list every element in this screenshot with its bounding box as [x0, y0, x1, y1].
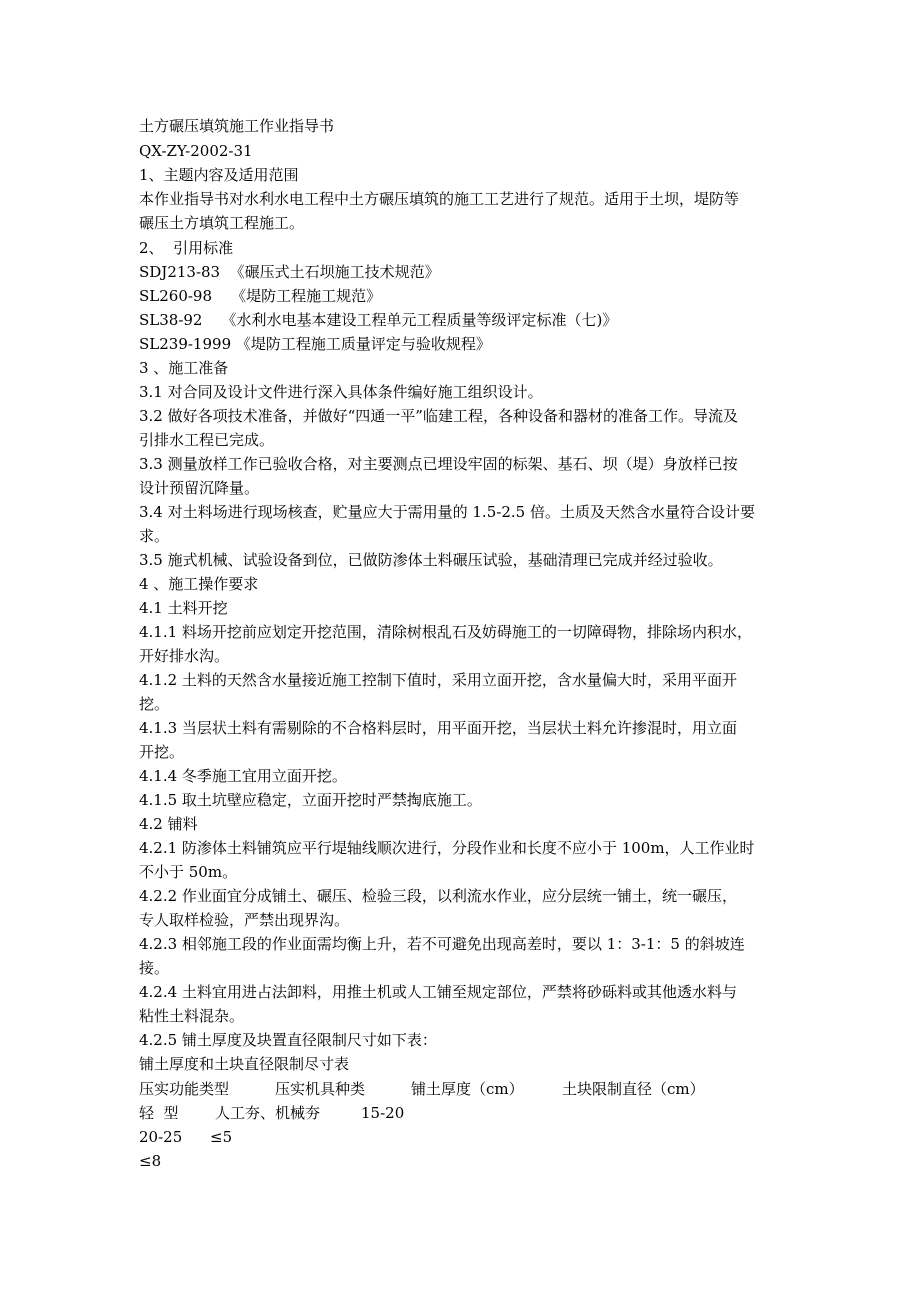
paragraph-line: 4.2.3 相邻施工段的作业面需均衡上升，若不可避免出现高差时，要以 1：3-1：5 的斜坡连 — [139, 935, 745, 953]
table-header-cell: 土块限制直径（cm） — [562, 1080, 705, 1098]
paragraph-line: 4.1.5 取土坑壁应稳定，立面开挖时严禁掏底施工。 — [139, 791, 482, 809]
paragraph-line: 4.1.1 料场开挖前应划定开挖范围，清除树根乱石及妨碍施工的一切障碍物，排除场内积水， — [139, 623, 752, 641]
table-cell: 轻 型 — [139, 1104, 179, 1122]
reference-line: SL239-1999 《堤防工程施工质量评定与验收规程》 — [139, 335, 491, 353]
paragraph-line: 粘性土料混杂。 — [139, 1007, 245, 1025]
paragraph-line: 不小于 50m。 — [139, 863, 238, 881]
table-cell: 人工夯、机械夯 — [215, 1104, 321, 1122]
paragraph-line: 3.4 对土料场进行现场核查，贮量应大于需用量的 1.5-2.5 倍。土质及天然含水量符合设计要 — [139, 503, 755, 521]
table-cell: ≤5 — [210, 1128, 233, 1146]
paragraph-line: 4.2.5 铺土厚度及块置直径限制尺寸如下表： — [139, 1031, 437, 1049]
paragraph-line: 4.1.3 当层状土料有需剔除的不合格料层时，用平面开挖，当层状土料允许掺混时，用立面 — [139, 719, 737, 737]
paragraph-line: 4.2.1 防渗体土料铺筑应平行堤轴线顺次进行，分段作业和长度不应小于 100m，人工作业时 — [139, 839, 755, 857]
paragraph-line: 开好排水沟。 — [139, 647, 230, 665]
paragraph-line: 开挖。 — [139, 743, 185, 761]
doc-title: 土方碾压填筑施工作业指导书 — [139, 117, 335, 135]
reference-line: SL260-98 《堤防工程施工规范》 — [139, 287, 382, 305]
paragraph-line: 专人取样检验，严禁出现界沟。 — [139, 911, 350, 929]
table-header-cell: 铺土厚度（cm） — [411, 1080, 524, 1098]
table-caption: 铺土厚度和土块直径限制尽寸表 — [139, 1055, 350, 1073]
table-header-cell: 压实机具种类 — [275, 1080, 366, 1098]
subsection-heading: 4.1 土料开挖 — [139, 599, 228, 617]
table-cell: 15-20 — [361, 1104, 405, 1122]
paragraph-line: 3.3 测量放样工作已验收合格，对主要测点已埋设牢固的标架、基石、坝（堤）身放样已按 — [139, 455, 738, 473]
table-cell: ≤8 — [139, 1152, 162, 1170]
section-heading: 4 、施工操作要求 — [139, 575, 259, 593]
paragraph-line: 4.1.4 冬季施工宜用立面开挖。 — [139, 767, 347, 785]
section-heading: 1、主题内容及适用范围 — [139, 166, 299, 184]
paragraph-line: 碾压土方填筑工程施工。 — [139, 214, 305, 232]
paragraph-line: 3.2 做好各项技术准备，并做好“四通一平”临建工程，各种设备和器材的准备工作。导流及 — [139, 407, 738, 425]
table-cell: 20-25 — [139, 1128, 183, 1146]
paragraph-line: 求。 — [139, 527, 170, 545]
paragraph-line: 4.2.2 作业面宜分成铺土、碾压、检验三段，以利流水作业，应分层统一铺土，统一碾压， — [139, 887, 737, 905]
reference-line: SL38-92 《水利水电基本建设工程单元工程质量等级评定标准（七)》 — [139, 311, 618, 329]
paragraph-line: 本作业指导书对水利水电工程中土方碾压填筑的施工工艺进行了规范。适用于土坝，堤防等 — [139, 190, 740, 208]
section-heading: 2、 引用标准 — [139, 239, 234, 257]
paragraph-line: 4.1.2 土料的天然含水量接近施工控制下值时，采用立面开挖，含水量偏大时，采用平面开 — [139, 671, 737, 689]
subsection-heading: 4.2 铺料 — [139, 815, 198, 833]
reference-line: SDJ213-83 《碾压式土石坝施工技术规范》 — [139, 263, 440, 281]
paragraph-line: 3.5 施式机械、试验设备到位，已做防渗体土料碾压试验，基础清理已完成并经过验收。 — [139, 551, 723, 569]
table-header-cell: 压实功能类型 — [139, 1080, 230, 1098]
paragraph-line: 4.2.4 土料宜用进占法卸料，用推土机或人工铺至规定部位，严禁将砂砾料或其他透水料与 — [139, 983, 737, 1001]
doc-code: QX-ZY-2002-31 — [139, 142, 253, 160]
paragraph-line: 接。 — [139, 959, 170, 977]
paragraph-line: 引排水工程已完成。 — [139, 431, 275, 449]
paragraph-line: 设计预留沉降量。 — [139, 479, 260, 497]
section-heading: 3 、施工准备 — [139, 359, 229, 377]
paragraph-line: 3.1 对合同及设计文件进行深入具体条件编好施工组织设计。 — [139, 383, 543, 401]
paragraph-line: 挖。 — [139, 695, 170, 713]
